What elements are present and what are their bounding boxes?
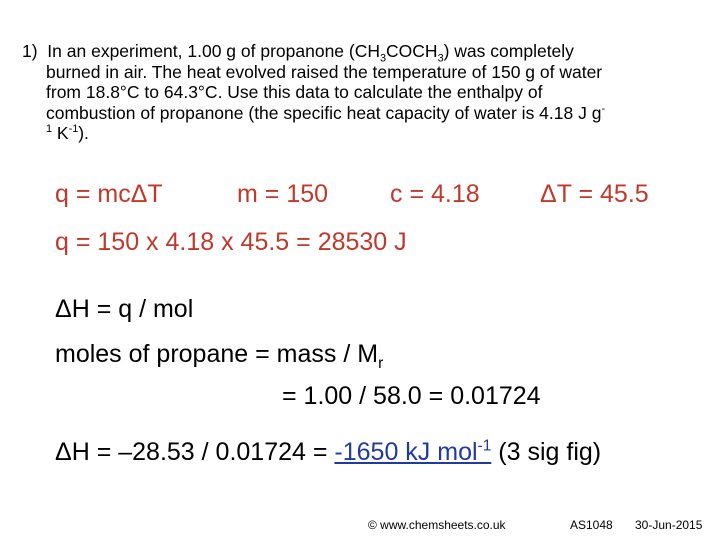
enthalpy-calculation: ΔH = –28.53 / 0.01724 = -1650 kJ mol$^{-1}$ (3 sig fig) [55, 437, 602, 466]
question-line-5: $^1$ $K^{-1}$). [46, 123, 89, 143]
footer-copyright: © www.chemsheets.co.uk [368, 518, 506, 532]
question-text [22, 41, 605, 144]
given-temperature-change: ΔT = 45.5 [540, 180, 649, 208]
moles-formula: moles of propane = mass / $M_r$ [55, 340, 384, 372]
enthalpy-formula: ΔH = q / mol [55, 295, 194, 323]
question-line-1: 1) In an experiment, 1.00 g of propanone $(CH_3COCH_3)$ was completely [22, 41, 574, 65]
footer-code: AS1048 [570, 518, 613, 532]
given-mass: m = 150 [237, 180, 329, 208]
given-q-formula: q = mcΔT [55, 180, 163, 208]
q-calculation: q = 150 x 4.18 x 45.5 = 28530 J [55, 228, 407, 256]
moles-calculation: = 1.00 / 58.0 = 0.01724 [282, 382, 541, 410]
footer-date: 30-Jun-2015 [635, 518, 703, 532]
enthalpy-answer: -1650 kJ mol$^{-1}$ [334, 437, 492, 466]
question-line-4: combustion of propanone (the specific heat capacity of water is 4.18 J g- [46, 102, 606, 123]
question-number: 1) [22, 41, 38, 61]
question-line-3: from 18.8°C to 64.3°C. Use this data to calculate the enthalpy of [46, 82, 543, 102]
question-line-2: burned in air. The heat evolved raised the temperature of 150 g of water [46, 61, 603, 82]
given-specific-heat: c = 4.18 [390, 180, 480, 208]
